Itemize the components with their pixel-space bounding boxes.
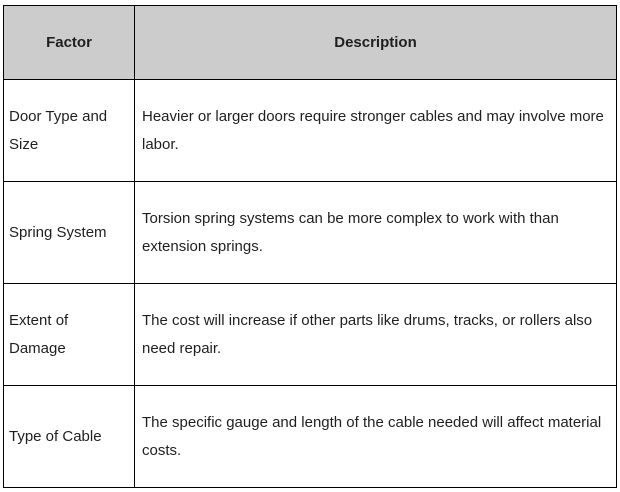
factors-table-container [3,5,617,488]
description-cell: The cost will increase if other parts like drums, tracks, or rollers also need repair. [135,284,617,386]
header-row [4,6,617,80]
factor-cell: Spring System [4,182,135,284]
table-row [4,284,617,386]
table-row [4,182,617,284]
table-body [4,80,617,488]
description-cell: Torsion spring systems can be more complex to work with than extension springs. [135,182,617,284]
header-description: Description [135,6,617,80]
table-row [4,386,617,488]
header-factor: Factor [4,6,135,80]
description-cell: Heavier or larger doors require stronger cables and may involve more labor. [135,80,617,182]
table-row [4,80,617,182]
table-header [4,6,617,80]
factor-cell: Door Type and Size [4,80,135,182]
factors-table [3,5,617,488]
factor-cell: Type of Cable [4,386,135,488]
description-cell: The specific gauge and length of the cable needed will affect material costs. [135,386,617,488]
factor-cell: Extent of Damage [4,284,135,386]
